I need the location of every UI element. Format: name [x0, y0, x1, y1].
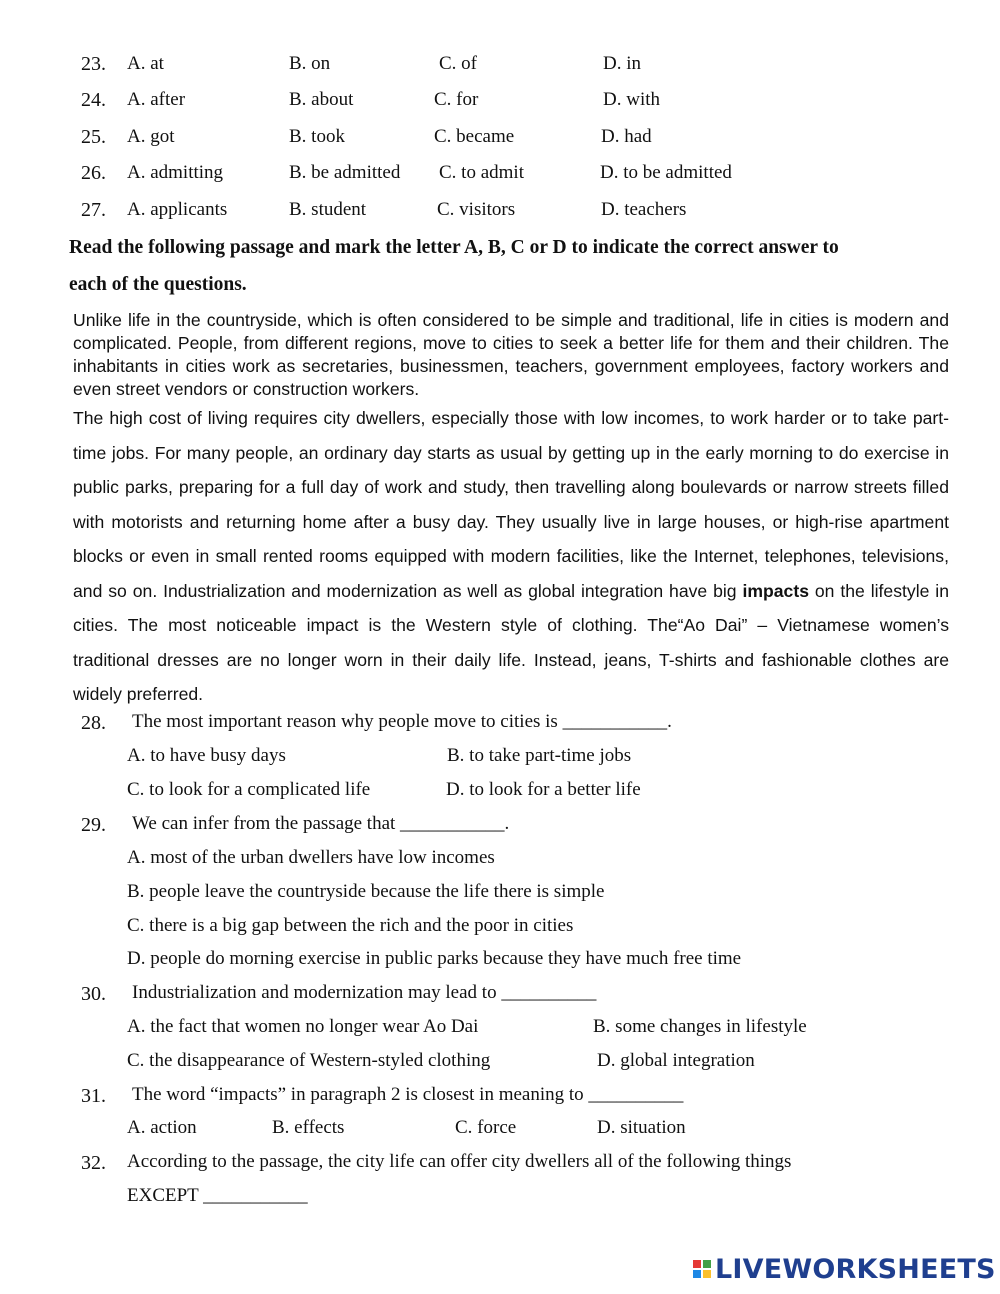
question-number-30: 30.: [81, 983, 106, 1005]
q28-option-a[interactable]: A. to have busy days: [127, 745, 286, 766]
option-c[interactable]: C. to admit: [439, 162, 524, 183]
q28-option-c[interactable]: C. to look for a complicated life: [127, 779, 371, 800]
option-a[interactable]: A. admitting: [127, 162, 224, 183]
question-stem-32: According to the passage, the city life can offer city dwellers all of the following things: [127, 1151, 792, 1172]
question-stem-32-continued: EXCEPT ___________: [127, 1185, 308, 1206]
question-number-32: 32.: [81, 1152, 106, 1174]
question-row-27: [0, 195, 1000, 225]
option-b[interactable]: B. be admitted: [289, 162, 401, 183]
q31-option-c[interactable]: C. force: [455, 1117, 517, 1138]
question-number-31: 31.: [81, 1085, 106, 1107]
reading-passage: [73, 309, 949, 712]
passage-text: on the lifestyle in cities. The most noticeable impact is the Western style of clothing. The“Ao Dai” – Vietnamese women’s traditional dresses are no longer worn in their daily life. Instead, jeans, T-shirts and fashionable clothes are widely preferred.: [73, 580, 949, 704]
option-d[interactable]: D. with: [603, 89, 660, 110]
option-c[interactable]: C. visitors: [437, 199, 516, 220]
logo-square-icon: [693, 1270, 701, 1278]
liveworksheets-logo-icon: [693, 1260, 711, 1278]
question-number: 25.: [81, 126, 106, 148]
option-a[interactable]: A. after: [127, 89, 186, 110]
option-d[interactable]: D. to be admitted: [600, 162, 732, 183]
q31-option-b[interactable]: B. effects: [272, 1117, 345, 1138]
question-number: 23.: [81, 53, 106, 75]
liveworksheets-logo[interactable]: [693, 1252, 996, 1286]
option-b[interactable]: B. took: [289, 126, 345, 147]
option-d[interactable]: D. had: [601, 126, 652, 147]
option-b[interactable]: B. student: [289, 199, 367, 220]
option-b[interactable]: B. on: [289, 53, 331, 74]
q31-option-d[interactable]: D. situation: [597, 1117, 686, 1138]
question-stem-31: The word “impacts” in paragraph 2 is closest in meaning to __________: [132, 1084, 684, 1105]
q28-option-d[interactable]: D. to look for a better life: [446, 779, 641, 800]
question-row-24: [0, 85, 1000, 115]
passage-paragraph-2: [73, 401, 949, 712]
q30-option-d[interactable]: D. global integration: [597, 1050, 755, 1071]
q30-option-a[interactable]: A. the fact that women no longer wear Ao Dai: [127, 1016, 479, 1037]
question-number-28: 28.: [81, 712, 106, 734]
q29-option-d[interactable]: D. people do morning exercise in public parks because they have much free time: [127, 948, 742, 969]
question-number: 24.: [81, 89, 106, 111]
option-c[interactable]: C. of: [439, 53, 477, 74]
question-number: 27.: [81, 199, 106, 221]
question-stem-28: The most important reason why people move to cities is ___________.: [132, 711, 672, 732]
passage-paragraph-1: Unlike life in the countryside, which is often considered to be simple and traditional, life in cities is modern and complicated. People, from different regions, move to cities to seek a better life for them and their children. The inhabitants in cities work as secretaries, businessmen, teachers, government employees, factory workers and even street vendors or construction workers.: [73, 310, 949, 399]
instruction-line-2: each of the questions.: [69, 274, 247, 295]
option-d[interactable]: D. teachers: [601, 199, 687, 220]
q28-option-b[interactable]: B. to take part-time jobs: [447, 745, 632, 766]
question-row-26: [0, 158, 1000, 188]
option-a[interactable]: A. at: [127, 53, 164, 74]
q29-option-b[interactable]: B. people leave the countryside because the life there is simple: [127, 881, 605, 902]
question-stem-30: Industrialization and modernization may lead to __________: [132, 982, 597, 1003]
option-c[interactable]: C. became: [434, 126, 515, 147]
passage-bold-word: impacts: [742, 580, 809, 601]
option-d[interactable]: D. in: [603, 53, 641, 74]
question-row-25: [0, 122, 1000, 152]
question-number-29: 29.: [81, 814, 106, 836]
logo-text: LIVEWORKSHEETS: [715, 1253, 996, 1285]
q31-option-a[interactable]: A. action: [127, 1117, 197, 1138]
logo-square-icon: [703, 1270, 711, 1278]
option-a[interactable]: A. applicants: [127, 199, 228, 220]
question-row-23: [0, 49, 1000, 79]
passage-text: The high cost of living requires city dwellers, especially those with low incomes, to work harder or to take part-time jobs. For many people, an ordinary day starts as usual by getting up in the early morning to do exercise in public parks, preparing for a full day of work and study, then travelling along boulevards or narrow streets filled with motorists and returning home after a busy day. They usually live in large houses, or high-rise apartment blocks or even in small rented rooms equipped with modern facilities, like the Internet, telephones, televisions, and so on. Industrialization and modernization as well as global integration have big: [73, 408, 949, 601]
option-a[interactable]: A. got: [127, 126, 175, 147]
logo-square-icon: [703, 1260, 711, 1268]
question-number: 26.: [81, 162, 106, 184]
option-b[interactable]: B. about: [289, 89, 354, 110]
q30-option-b[interactable]: B. some changes in lifestyle: [593, 1016, 807, 1037]
q30-option-c[interactable]: C. the disappearance of Western-styled clothing: [127, 1050, 491, 1071]
instruction-heading: [69, 229, 969, 303]
q29-option-a[interactable]: A. most of the urban dwellers have low incomes: [127, 847, 495, 868]
q29-option-c[interactable]: C. there is a big gap between the rich and the poor in cities: [127, 915, 574, 936]
question-stem-29: We can infer from the passage that ___________.: [132, 813, 510, 834]
logo-square-icon: [693, 1260, 701, 1268]
option-c[interactable]: C. for: [434, 89, 479, 110]
instruction-line-1: Read the following passage and mark the letter A, B, C or D to indicate the correct answer to: [69, 237, 839, 258]
